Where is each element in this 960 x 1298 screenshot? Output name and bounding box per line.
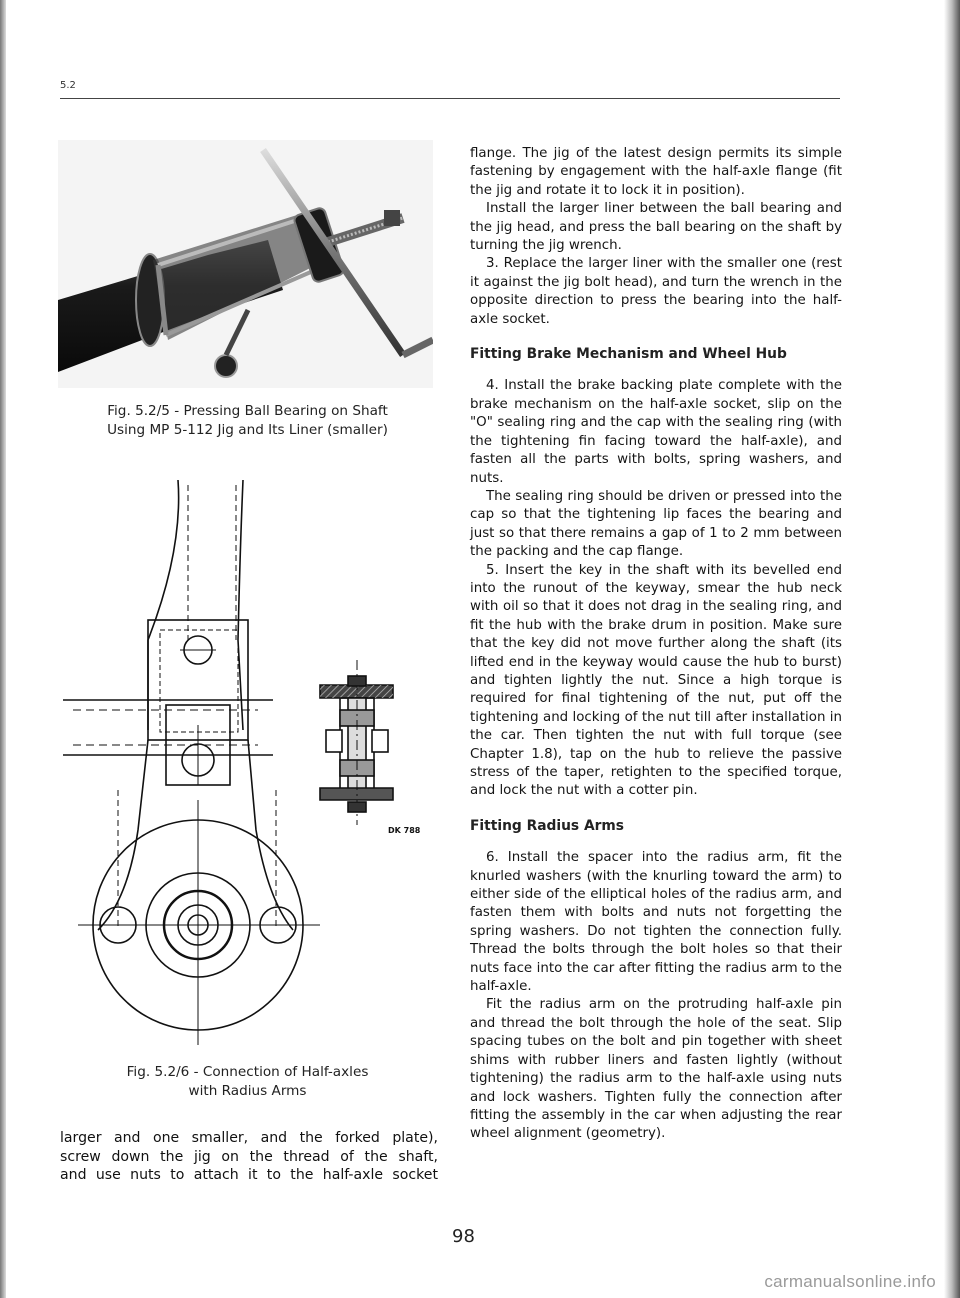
paragraph: 5. Insert the key in the shaft with its bevelled end into the runout of the keyway, smear the hub neck with oil so that it does not drag in the sealing ring, and fit the hub with the brake drum in position. Make sure that the key did not move further along the shaft (its lifted end in the keyway would cause the hub to burst) and tighten lightly the nut. Since a high torque is required for final tightening of the nut, put off the tightening and locking of the nut till after installation in the car. Then tighten the nut with full torque (see Chapter 1.8), tap on the hub to relieve the passive stress of the taper, retighten to the specified torque, and lock the nut with a cotter pin. <box>470 562 842 799</box>
paragraph: 3. Replace the larger liner with the smaller one (rest it against the jig bolt head), and turn the wrench in the opposite direction to press the bearing into the half-axle socket. <box>470 256 842 327</box>
left-column-text <box>60 1129 438 1185</box>
caption-line: with Radius Arms <box>188 1082 307 1099</box>
text-line: larger and one smaller, and the forked plate), <box>60 1130 438 1146</box>
caption-line: Fig. 5.2/6 - Connection of Half-axles <box>126 1064 369 1080</box>
page-number: 98 <box>452 1226 475 1247</box>
paragraph: Fit the radius arm on the protruding half-axle pin and thread the bolt through the hole of the seat. Slip spacing tubes on the bolt and pin together with sheet shims with rubber liners and fasten lightly (without tightening) the radius arm to the half-axle using nuts and lock washers. Tighten fully the connection after fitting the assembly in the car when adjusting the rear wheel alignment (geometry). <box>470 997 842 1142</box>
watermark: carmanualsonline.info <box>764 1272 936 1291</box>
caption-line: Fig. 5.2/5 - Pressing Ball Bearing on Shaft <box>107 403 388 419</box>
right-column-text <box>470 145 842 1144</box>
paragraph: flange. The jig of the latest design permits its simple fastening by engagement with the half-axle flange (fit the jig and rotate it to lock it in position). <box>470 146 842 198</box>
paragraph: Install the larger liner between the ball bearing and the jig head, and press the ball bearing on the shaft by turning the jig wrench. <box>470 201 842 254</box>
text-line: screw down the jig on the thread of the shaft, <box>60 1148 438 1165</box>
radius-arm-drawing <box>58 470 458 1050</box>
section-heading-radius-arms: Fitting Radius Arms <box>470 817 625 834</box>
drawing-code: DK 788 <box>388 826 421 835</box>
text-line: and use nuts to attach it to the half-axle socket <box>60 1167 438 1183</box>
figure-caption-5-2-5 <box>60 402 435 439</box>
paragraph: 4. Install the brake backing plate complete with the brake mechanism on the half-axle socket, slip on the "O" sealing ring and the cap with the sealing ring (with the tightening fin facing toward the half-axle), and fasten all the parts with bolts, spring washers, and nuts. <box>470 378 842 486</box>
section-number: 5.2 <box>60 80 76 91</box>
jig-photo-illustration <box>58 140 433 388</box>
scan-edge-right <box>944 0 960 1298</box>
paragraph: The sealing ring should be driven or pressed into the cap so that the tightening lip faces the bearing and just so that there remains a gap of 1 to 2 mm between the packing and the cap flange. <box>470 488 842 560</box>
scan-edge-left <box>0 0 6 1298</box>
figure-caption-5-2-6 <box>60 1063 435 1100</box>
paragraph: 6. Install the spacer into the radius arm, fit the knurled washers (with the knurling toward the arm) to either side of the elliptical holes of the radius arm, and fasten them with bolts and nuts not forgetting the spring washers. Do not tighten the connection fully. Thread the bolts through the bolt holes so that their nuts face into the car after fitting the radius arm to the half-axle. <box>470 850 842 995</box>
figure-drawing-half-axle-radius-arm <box>58 470 458 1050</box>
header-rule <box>60 98 840 99</box>
caption-line: Using MP 5-112 Jig and Its Liner (smaller) <box>107 421 388 438</box>
section-heading-brake-hub: Fitting Brake Mechanism and Wheel Hub <box>470 346 787 363</box>
figure-photo-bearing-jig <box>58 140 433 388</box>
